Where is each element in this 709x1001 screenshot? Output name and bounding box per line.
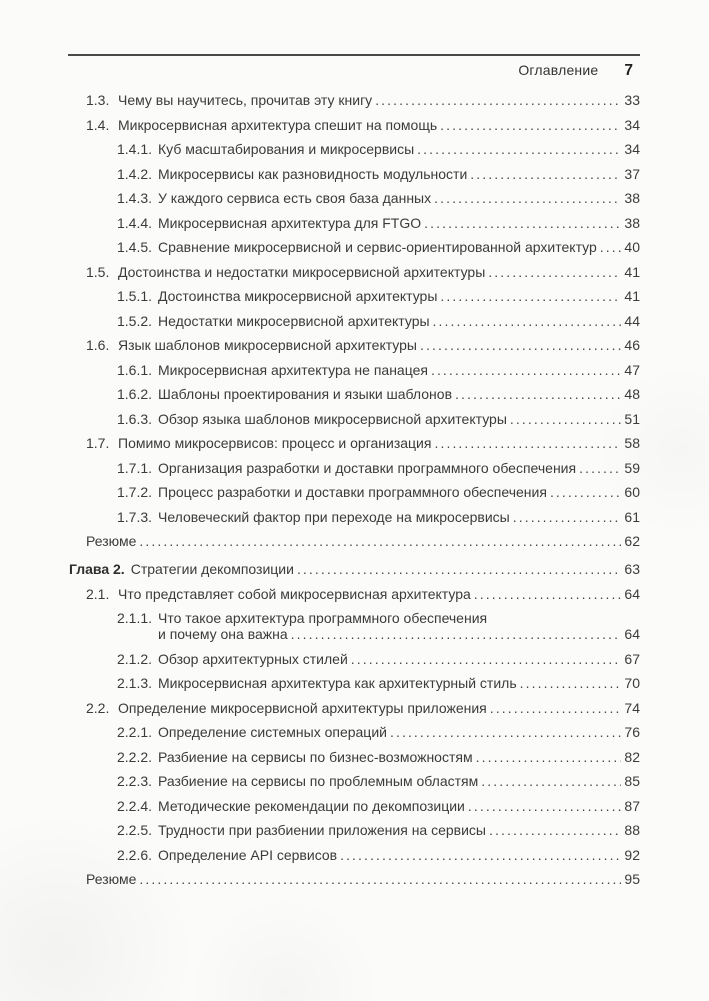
dot-leader [440, 288, 621, 304]
entry-title-cont: Достоинства и недостатки микросервисной архитектуры [118, 263, 486, 280]
entry-number: 1.4.4. [117, 214, 153, 231]
entry-title-cont: Помимо микросервисов: процесс и организация [118, 435, 432, 451]
entry-titles [158, 141, 640, 157]
dot-leader [417, 141, 621, 157]
toc-list [68, 92, 640, 896]
toc-entry [68, 724, 640, 740]
entry-titles [158, 362, 640, 378]
entry-number: 1.4.3. [117, 190, 153, 206]
entry-page: 46 [624, 337, 640, 353]
toc-entry [68, 847, 640, 863]
entry-titles [158, 190, 640, 206]
entry-title-row [158, 313, 640, 329]
entry-title-cont: Разбиение на сервисы по бизнес-возможностям [158, 748, 473, 765]
toc-entry [68, 337, 640, 353]
entry-number: 1.5.1. [117, 288, 153, 304]
toc-entry [68, 264, 640, 280]
entry-title-cont: Чему вы научитесь, прочитав эту книгу [118, 92, 373, 108]
toc-entry [68, 141, 640, 157]
entry-title-cont: Определение API сервисов [158, 846, 338, 863]
entry-page: 41 [624, 263, 640, 280]
entry-number: 1.6.2. [117, 386, 153, 402]
dot-leader [579, 460, 621, 476]
entry-number: 2.1.1. [117, 610, 153, 626]
entry-page: 88 [624, 822, 640, 838]
entry-number: 1.3. [86, 92, 110, 108]
toc-entry [68, 586, 640, 602]
toc-entry [68, 509, 640, 525]
entry-titles [86, 871, 640, 887]
entry-title-cont: У каждого сервиса есть своя база данных [158, 190, 432, 206]
entry-page: 60 [624, 484, 640, 500]
dot-leader [600, 239, 621, 255]
entry-page: 76 [624, 724, 640, 740]
entry-title-cont: Методические рекомендации по декомпозиции [158, 797, 465, 814]
entry-title-cont: Микросервисная архитектура для FTGO [158, 214, 422, 231]
entry-number: 1.4.2. [117, 165, 153, 182]
toc-entry [68, 313, 640, 329]
entry-number: 2.2.3. [117, 773, 153, 789]
entry-titles [118, 337, 640, 353]
entry-title-cont: Достоинства микросервисной архитектуры [158, 288, 438, 304]
entry-page: 34 [624, 141, 640, 157]
entry-number: 2.2.1. [117, 724, 153, 740]
entry-page: 63 [624, 561, 640, 577]
entry-title-cont: Обзор архитектурных стилей [158, 650, 348, 667]
entry-titles [158, 215, 640, 231]
entry-page: 41 [624, 288, 640, 304]
toc-entry [68, 484, 640, 500]
entry-title-cont: Разбиение на сервисы по проблемным областям [158, 773, 479, 789]
toc-entry [68, 610, 640, 642]
entry-page: 82 [624, 748, 640, 765]
entry-title-row [158, 626, 640, 642]
entry-titles [118, 435, 640, 451]
entry-title-row [118, 117, 640, 133]
entry-number: 2.1. [86, 585, 110, 602]
entry-titles [158, 610, 640, 642]
entry-title-row [158, 484, 640, 500]
entry-title-row [158, 190, 640, 206]
entry-titles [158, 822, 640, 838]
dot-leader [424, 215, 621, 231]
entry-title-cont: Стратегии декомпозиции [130, 561, 294, 577]
entry-titles [158, 509, 640, 525]
toc-entry [68, 651, 640, 667]
entry-title-row [158, 166, 640, 182]
entry-title-row [158, 724, 640, 740]
dot-leader [351, 651, 621, 667]
dot-leader [139, 871, 621, 887]
entry-title-cont: Резюме [86, 533, 137, 549]
dot-leader [297, 561, 621, 577]
entry-titles [158, 798, 640, 814]
dot-leader [510, 411, 621, 427]
toc-entry [68, 561, 640, 577]
dot-leader [550, 484, 621, 500]
entry-title-row [118, 92, 640, 108]
dot-leader [390, 724, 621, 740]
entry-title-row [118, 435, 640, 451]
entry-titles [158, 651, 640, 667]
entry-page: 38 [624, 190, 640, 206]
entry-title-row [158, 651, 640, 667]
dot-leader [489, 822, 621, 838]
entry-page: 87 [624, 797, 640, 814]
dot-leader [139, 533, 621, 549]
entry-title-cont: Процесс разработки и доставки программного обеспечения [158, 484, 547, 500]
entry-page: 92 [624, 846, 640, 863]
toc-entry [68, 749, 640, 765]
entry-title-cont: Микросервисная архитектура как архитектурный стиль [158, 675, 517, 691]
entry-page: 64 [624, 585, 640, 602]
toc-entry [68, 822, 640, 838]
entry-title-row [158, 386, 640, 402]
entry-title-row [131, 561, 640, 577]
entry-number: 2.2.4. [117, 797, 153, 814]
toc-entry [68, 411, 640, 427]
toc-entry [68, 92, 640, 108]
entry-titles [118, 264, 640, 280]
dot-leader [513, 509, 621, 525]
toc-entry [68, 190, 640, 206]
entry-titles [118, 92, 640, 108]
entry-title-row [158, 847, 640, 863]
toc-entry [68, 798, 640, 814]
entry-title-row [158, 509, 640, 525]
entry-page: 58 [624, 435, 640, 451]
toc-entry [68, 773, 640, 789]
entry-number: 1.4.5. [117, 239, 153, 255]
dot-leader [375, 92, 621, 108]
dot-leader [433, 313, 621, 329]
toc-entry [68, 166, 640, 182]
entry-title-cont: Микросервисная архитектура спешит на помощь [118, 116, 438, 133]
entry-number: 2.2.2. [117, 748, 153, 765]
entry-title-row [158, 822, 640, 838]
entry-title-row [158, 288, 640, 304]
entry-titles [158, 166, 640, 182]
page-header [68, 62, 640, 80]
entry-titles [118, 586, 640, 602]
entry-page: 70 [624, 675, 640, 691]
entry-number: 2.2. [86, 699, 110, 716]
entry-number: Глава 2. [69, 561, 125, 577]
entry-titles [158, 386, 640, 402]
entry-title-cont: Язык шаблонов микросервисной архитектуры [118, 337, 417, 353]
dot-leader [488, 264, 621, 280]
entry-titles [158, 724, 640, 740]
entry-number: 1.5.2. [117, 312, 153, 329]
entry-page: 62 [624, 533, 640, 549]
entry-title-row [86, 871, 640, 887]
entry-title-cont: Микросервисы как разновидность модульности [158, 165, 468, 182]
entry-title-row [158, 798, 640, 814]
entry-titles [158, 239, 640, 255]
entry-page: 59 [624, 459, 640, 476]
entry-title-row [86, 533, 640, 549]
entry-number: 1.4. [86, 116, 110, 133]
entry-number: 2.2.5. [117, 822, 153, 838]
dot-leader [434, 190, 621, 206]
entry-number: 1.6.3. [117, 410, 153, 427]
entry-title-cont: Что представляет собой микросервисная архитектура [118, 585, 471, 602]
entry-title-cont: Куб масштабирования и микросервисы [158, 141, 415, 157]
entry-titles [131, 561, 640, 577]
entry-number: 1.6. [86, 337, 110, 353]
entry-title-cont: и почему она важна [158, 626, 288, 642]
entry-title-row [118, 337, 640, 353]
dot-leader [490, 700, 621, 716]
toc-entry [68, 435, 640, 451]
entry-title-cont: Обзор языка шаблонов микросервисной архитектуры [158, 410, 507, 427]
dot-leader [440, 117, 621, 133]
entry-titles [158, 847, 640, 863]
entry-title-cont: Сравнение микросервисной и сервис-ориентированной архитектур [158, 239, 597, 255]
dot-leader [431, 362, 621, 378]
dot-leader [468, 798, 621, 814]
dot-leader [470, 166, 621, 182]
dot-leader [340, 847, 621, 863]
entry-page: 85 [624, 773, 640, 789]
dot-leader [520, 675, 621, 691]
toc-entry [68, 386, 640, 402]
entry-number: 1.7.1. [117, 459, 153, 476]
entry-title-row [158, 749, 640, 765]
entry-number: 2.2.6. [117, 846, 153, 863]
entry-title-row [158, 141, 640, 157]
entry-title-row [158, 362, 640, 378]
toc-entry [68, 460, 640, 476]
entry-title-cont: Определение микросервисной архитектуры приложения [118, 699, 487, 716]
toc-entry [68, 117, 640, 133]
dot-leader [291, 626, 621, 642]
entry-titles [158, 288, 640, 304]
entry-page: 34 [624, 116, 640, 133]
entry-page: 38 [624, 214, 640, 231]
entry-title-cont: Шаблоны проектирования и языки шаблонов [158, 386, 452, 402]
entry-titles [118, 700, 640, 716]
entry-titles [158, 675, 640, 691]
dot-leader [481, 773, 621, 789]
entry-titles [118, 117, 640, 133]
entry-title-row [158, 239, 640, 255]
toc-entry [68, 700, 640, 716]
toc-entry [68, 675, 640, 691]
entry-page: 40 [624, 239, 640, 255]
entry-page: 44 [624, 312, 640, 329]
entry-page: 61 [624, 508, 640, 525]
entry-title-row [118, 586, 640, 602]
dot-leader [420, 337, 621, 353]
entry-title-cont: Недостатки микросервисной архитектуры [158, 312, 430, 329]
entry-page: 48 [624, 386, 640, 402]
entry-titles [158, 773, 640, 789]
entry-number: 1.4.1. [117, 141, 153, 157]
entry-number: 2.1.3. [117, 675, 153, 691]
entry-title-row [118, 264, 640, 280]
entry-number: 1.7.3. [117, 508, 153, 525]
entry-title-row [158, 411, 640, 427]
toc-entry [68, 362, 640, 378]
entry-title-cont: Человеческий фактор при переходе на микросервисы [158, 508, 510, 525]
entry-title-row [158, 215, 640, 231]
entry-number: 1.7.2. [117, 484, 153, 500]
entry-page: 47 [624, 361, 640, 378]
entry-titles [158, 484, 640, 500]
dot-leader [455, 386, 621, 402]
header-rule [68, 54, 640, 56]
entry-title-cont: Определение системных операций [158, 724, 387, 740]
entry-number: 1.6.1. [117, 361, 153, 378]
dot-leader [476, 749, 621, 765]
entry-titles [158, 460, 640, 476]
entry-titles [158, 749, 640, 765]
entry-title-row [158, 460, 640, 476]
entry-page: 64 [624, 626, 640, 642]
entry-page: 67 [624, 650, 640, 667]
toc-entry [68, 871, 640, 887]
dot-leader [474, 586, 621, 602]
toc-entry [68, 239, 640, 255]
entry-number: 1.5. [86, 263, 110, 280]
toc-entry [68, 288, 640, 304]
entry-title-cont: Трудности при разбиении приложения на сервисы [158, 822, 486, 838]
dot-leader [434, 435, 621, 451]
toc-entry [68, 215, 640, 231]
page-header-number: 7 [624, 62, 633, 79]
entry-title-cont: Микросервисная архитектура не панацея [158, 361, 428, 378]
entry-title-cont: Организация разработки и доставки программного обеспечения [158, 459, 577, 476]
entry-number: 1.7. [86, 435, 110, 451]
entry-titles [158, 313, 640, 329]
entry-title-row [118, 700, 640, 716]
entry-page: 37 [624, 165, 640, 182]
entry-title: Что такое архитектура программного обеспечения [158, 610, 488, 626]
entry-page: 74 [624, 699, 640, 716]
entry-page: 95 [624, 871, 640, 887]
page-header-title: Оглавление [518, 62, 599, 78]
entry-number: 2.1.2. [117, 650, 153, 667]
entry-title-cont: Резюме [86, 871, 137, 887]
toc-entry [68, 533, 640, 549]
entry-title-row [158, 675, 640, 691]
entry-page: 51 [624, 410, 640, 427]
entry-titles [158, 411, 640, 427]
entry-page: 33 [624, 92, 640, 108]
entry-titles [86, 533, 640, 549]
entry-title-row [158, 773, 640, 789]
